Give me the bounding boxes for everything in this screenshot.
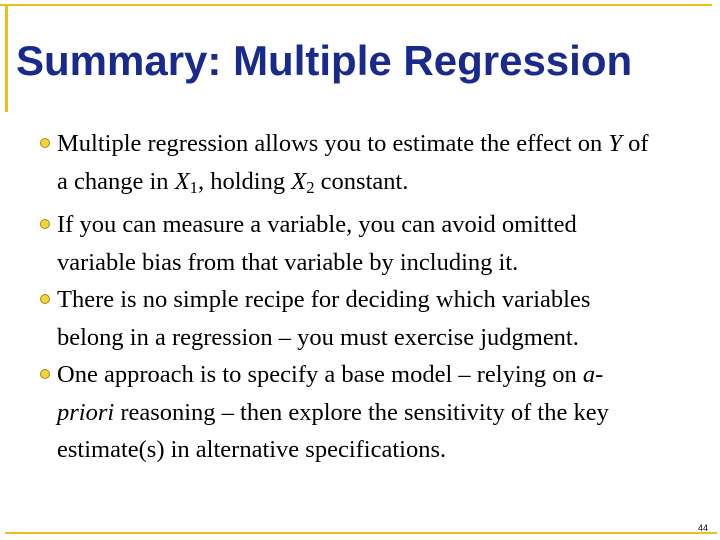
bullet-text: There is no simple recipe for deciding which variables belong in a regression – you must exercise judgment. (57, 286, 591, 351)
bullet-text-italic: a-priori (57, 361, 604, 426)
bullet-text-subscript: 1 (189, 177, 198, 197)
slide-title: Summary: Multiple Regression (16, 37, 633, 84)
bullet-text-subscript: 2 (306, 177, 315, 197)
bullet-text-italic: X (174, 167, 190, 195)
bullet-marker-icon (40, 138, 50, 148)
bullet-item (40, 281, 660, 356)
bullet-item (40, 125, 660, 206)
bullet-text: Multiple regression allows you to estimate the effect on (57, 130, 609, 157)
bullet-text: If you can measure a variable, you can avoid omitted variable bias from that variable by including it. (57, 211, 577, 276)
bullet-marker-icon (40, 294, 50, 304)
page-number: 44 (697, 523, 708, 533)
bullet-item (40, 356, 660, 469)
bottom-accent-rule (5, 532, 717, 534)
top-accent-rule (0, 4, 712, 6)
bullet-text-italic: X (291, 167, 307, 195)
bullet-text: of a change in (57, 130, 649, 195)
bullet-item (40, 206, 660, 281)
bullet-list (40, 125, 660, 469)
bullet-text: reasoning – then explore the sensitivity of the key estimate(s) in alternative specifications. (57, 398, 609, 464)
bullet-text: constant. (314, 167, 409, 195)
bullet-marker-icon (40, 219, 50, 229)
bullet-text: , holding (197, 167, 292, 195)
left-accent-rule (5, 4, 8, 112)
bullet-text: One approach is to specify a base model – relying on (57, 361, 583, 389)
bullet-text-italic: Y (608, 130, 622, 157)
bullet-marker-icon (40, 369, 50, 379)
